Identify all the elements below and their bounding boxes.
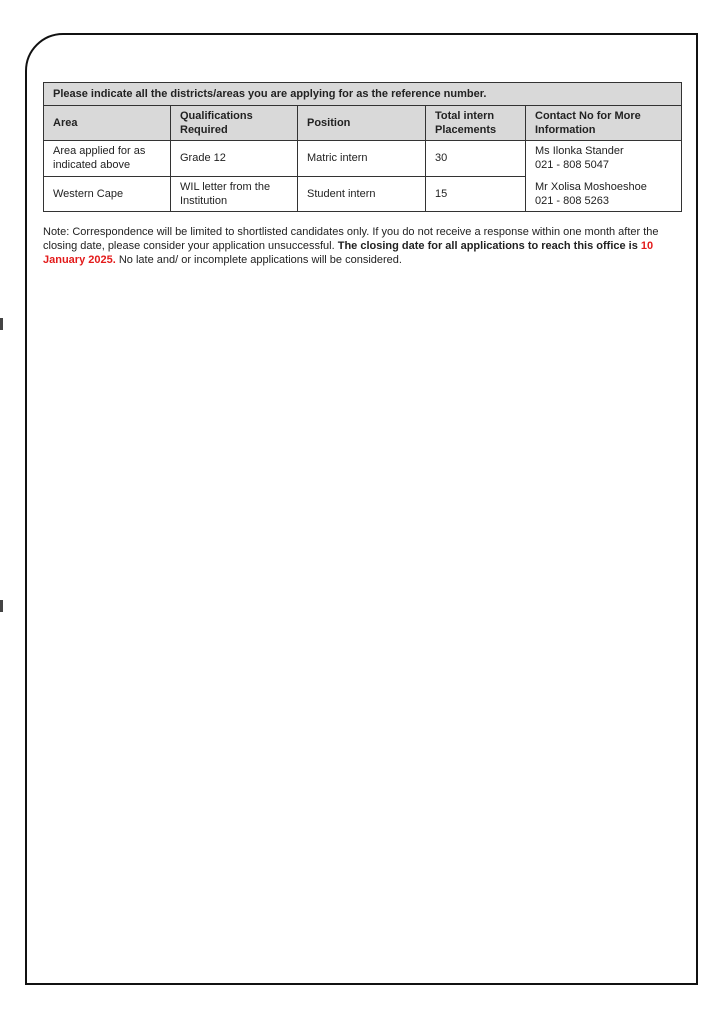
applications-table — [43, 82, 682, 212]
margin-mark — [0, 600, 3, 612]
header-area: Area — [44, 106, 171, 141]
cell-position: Student intern — [298, 176, 426, 212]
cell-area: Area applied for as indicated above — [44, 141, 171, 177]
contact-phone: 021 - 808 5263 — [535, 195, 610, 207]
cell-placements: 30 — [426, 141, 526, 177]
note-regular-text: Note: Correspondence will be limited to shortlisted candidates only. If you do not receive a response within one month after the closing date, please consider your application unsuccessful. — [43, 226, 659, 252]
table-row — [44, 141, 682, 177]
cell-placements: 15 — [426, 176, 526, 212]
margin-mark — [0, 318, 3, 330]
cell-qualifications: Grade 12 — [171, 141, 298, 177]
header-qualifications: Qualifications Required — [171, 106, 298, 141]
closing-date: 10 January 2025. — [43, 240, 654, 266]
table-title: Please indicate all the districts/areas you are applying for as the reference number. — [44, 83, 682, 106]
header-position: Position — [298, 106, 426, 141]
contact-entry — [535, 144, 672, 172]
document-content — [43, 82, 683, 278]
note-end-text: No late and/ or incomplete applications will be considered. — [118, 254, 402, 266]
header-placements: Total intern Placements — [426, 106, 526, 141]
cell-qualifications: WIL letter from the Institution — [171, 176, 298, 212]
table-title-row — [44, 83, 682, 106]
closing-note — [43, 225, 683, 267]
table-header-row — [44, 106, 682, 141]
contact-name: Ms Ilonka Stander — [535, 145, 624, 157]
cell-position: Matric intern — [298, 141, 426, 177]
note-bold-text: The closing date for all applications to reach this office is — [337, 240, 638, 252]
contact-entry — [535, 180, 672, 208]
contact-phone: 021 - 808 5047 — [535, 159, 610, 171]
header-contact: Contact No for More Information — [526, 106, 682, 141]
cell-area: Western Cape — [44, 176, 171, 212]
contact-name: Mr Xolisa Moshoeshoe — [535, 181, 647, 193]
cell-contacts — [526, 141, 682, 212]
